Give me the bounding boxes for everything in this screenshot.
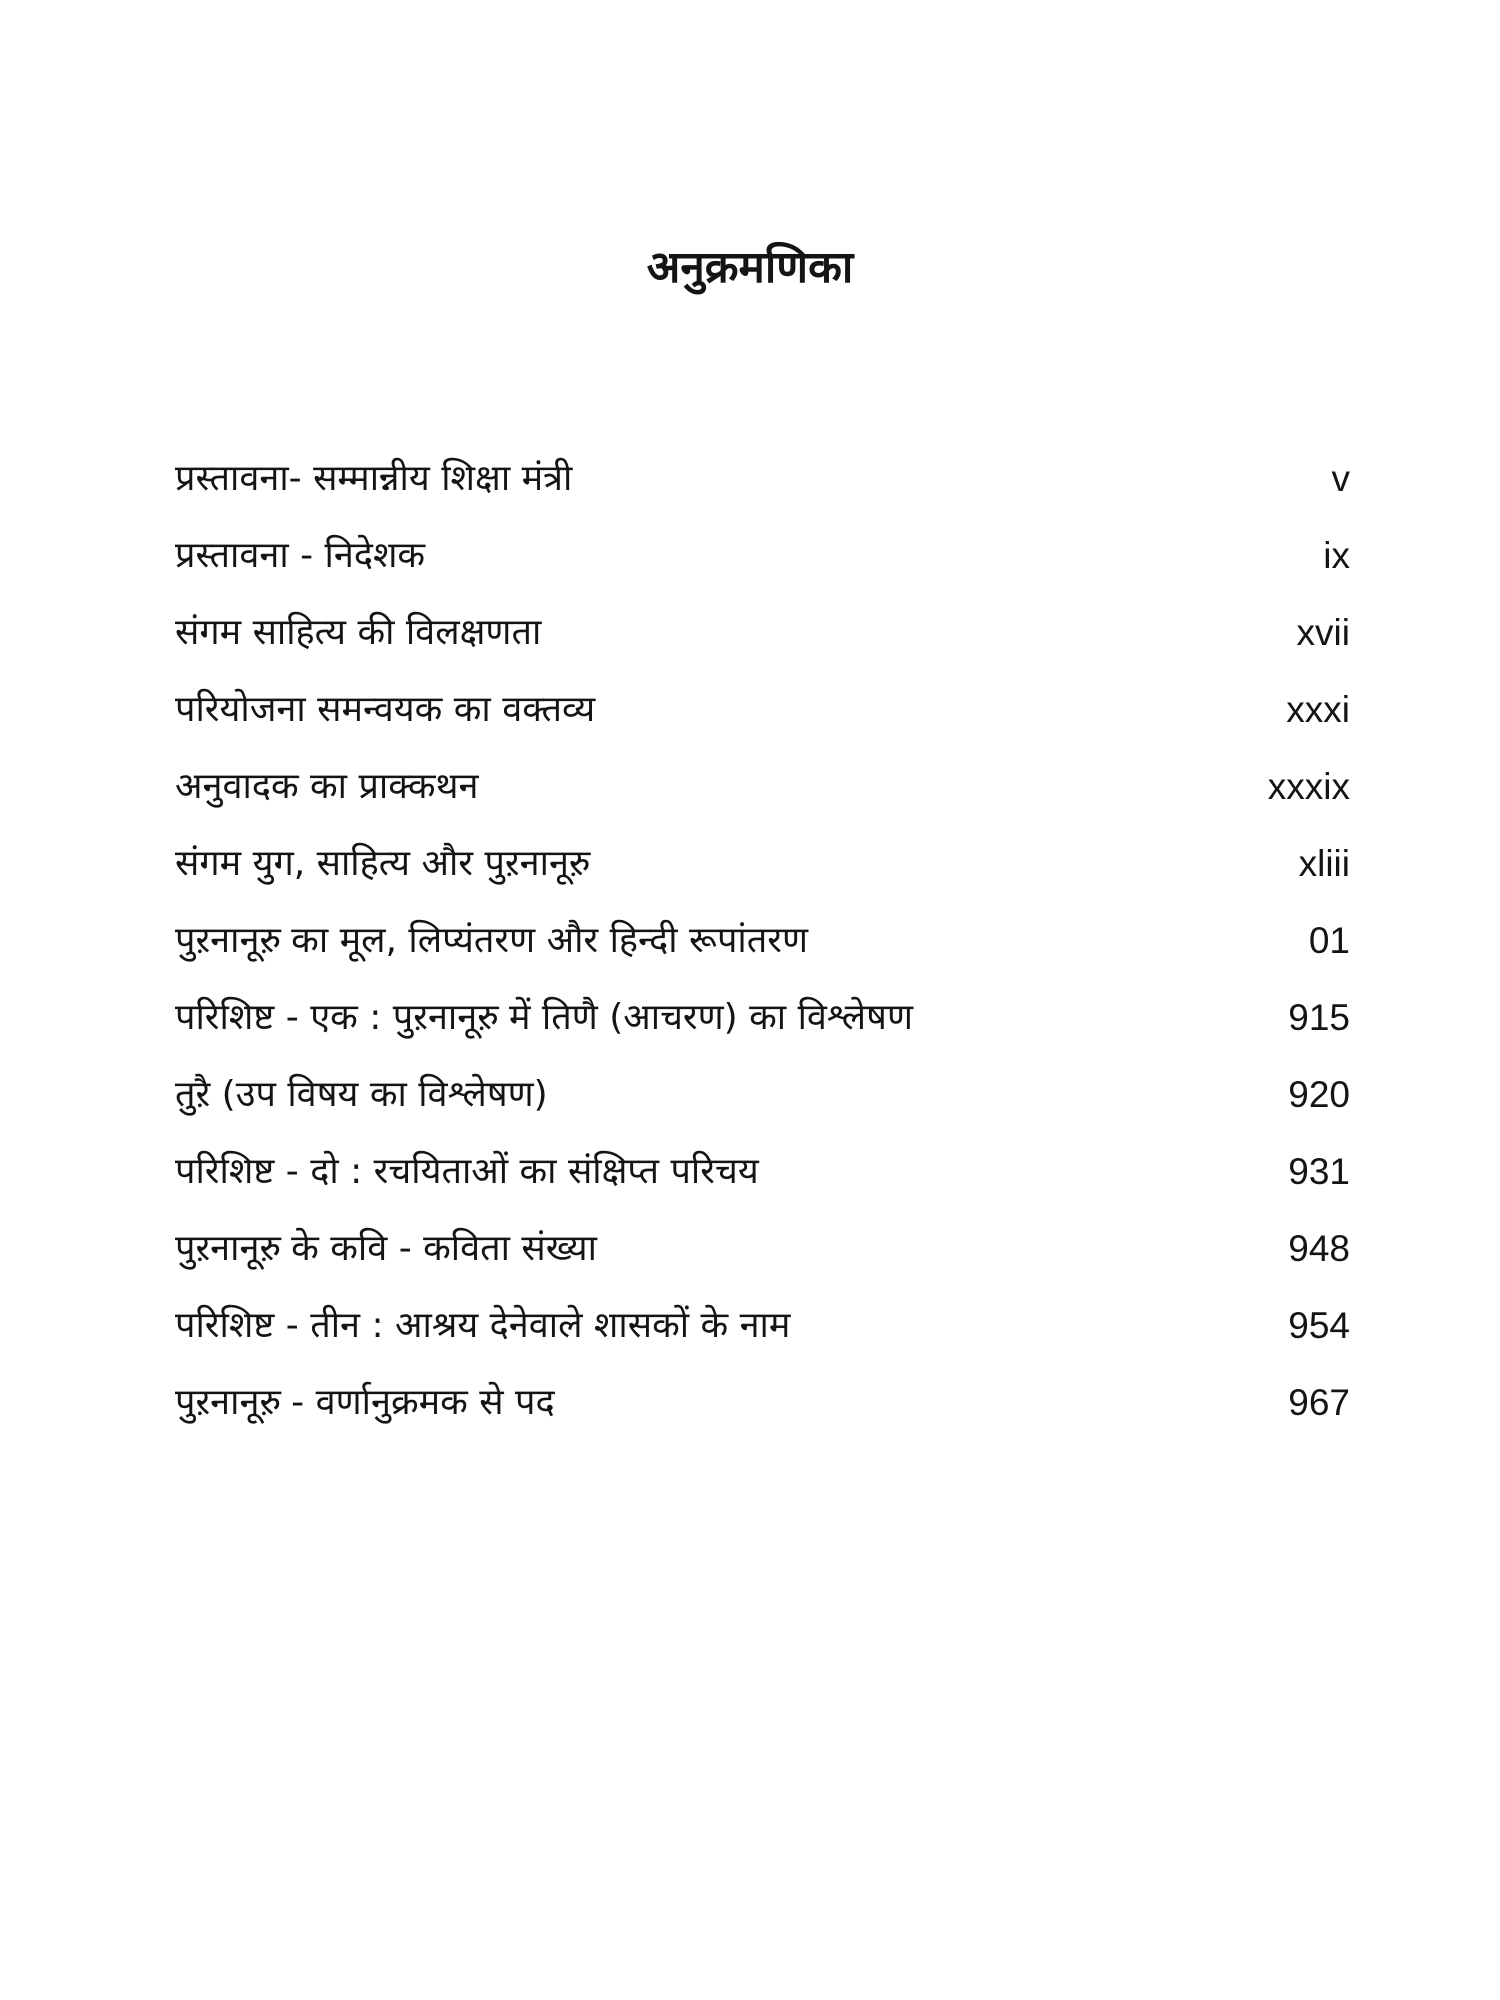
toc-entry-label: पुऱनानूऱु के कवि - कविता संख्या	[175, 1227, 597, 1269]
toc-row	[175, 825, 1350, 902]
toc-row	[175, 1364, 1350, 1441]
toc-row	[175, 594, 1350, 671]
toc-entry-page: 948	[1288, 1227, 1350, 1269]
toc-row	[175, 671, 1350, 748]
toc-entry-page: 967	[1288, 1381, 1350, 1423]
toc-entry-label: पुऱनानूऱु का मूल, लिप्यंतरण और हिन्दी रूपांतरण	[175, 919, 809, 961]
toc-row	[175, 1287, 1350, 1364]
toc-entry-page: 01	[1308, 919, 1350, 961]
toc-entry-label: परिशिष्ट - तीन : आश्रय देनेवाले शासकों के नाम	[175, 1304, 791, 1346]
toc-entry-label: अनुवादक का प्राक्कथन	[175, 765, 479, 807]
toc-row	[175, 1133, 1350, 1210]
toc-entry-label: पुऱनानूऱु - वर्णानुक्रमक से पद	[175, 1381, 555, 1423]
toc-row	[175, 979, 1350, 1056]
toc-entry-label: परिशिष्ट - एक : पुऱनानूऱु में तिणै (आचरण) का विश्लेषण	[175, 996, 913, 1038]
toc-entry-label: संगम साहित्य की विलक्षणता	[175, 611, 542, 653]
table-of-contents	[175, 440, 1350, 1441]
toc-row	[175, 1210, 1350, 1287]
toc-entry-page: xvii	[1296, 611, 1350, 653]
toc-row	[175, 440, 1350, 517]
toc-entry-page: xxxi	[1286, 688, 1350, 730]
toc-row	[175, 517, 1350, 594]
toc-entry-page: 954	[1288, 1304, 1350, 1346]
toc-entry-page: xxxix	[1267, 765, 1350, 807]
page-title: अनुक्रमणिका	[646, 242, 854, 293]
toc-entry-label: परियोजना समन्वयक का वक्तव्य	[175, 688, 596, 730]
toc-entry-page: ix	[1323, 534, 1350, 576]
toc-entry-page: v	[1331, 457, 1350, 499]
toc-row	[175, 748, 1350, 825]
toc-entry-label: परिशिष्ट - दो : रचयिताओं का संक्षिप्त परिचय	[175, 1150, 759, 1192]
toc-entry-label: प्रस्तावना- सम्मान्नीय शिक्षा मंत्री	[175, 457, 573, 499]
toc-row	[175, 1056, 1350, 1133]
toc-row	[175, 902, 1350, 979]
toc-entry-label: प्रस्तावना - निदेशक	[175, 534, 426, 576]
toc-entry-label: तुऱै (उप विषय का विश्लेषण)	[175, 1073, 548, 1115]
toc-entry-page: 915	[1288, 996, 1350, 1038]
toc-entry-page: 920	[1288, 1073, 1350, 1115]
toc-entry-page: xliii	[1298, 842, 1350, 884]
toc-entry-page: 931	[1288, 1150, 1350, 1192]
toc-entry-label: संगम युग, साहित्य और पुऱनानूऱु	[175, 842, 590, 884]
